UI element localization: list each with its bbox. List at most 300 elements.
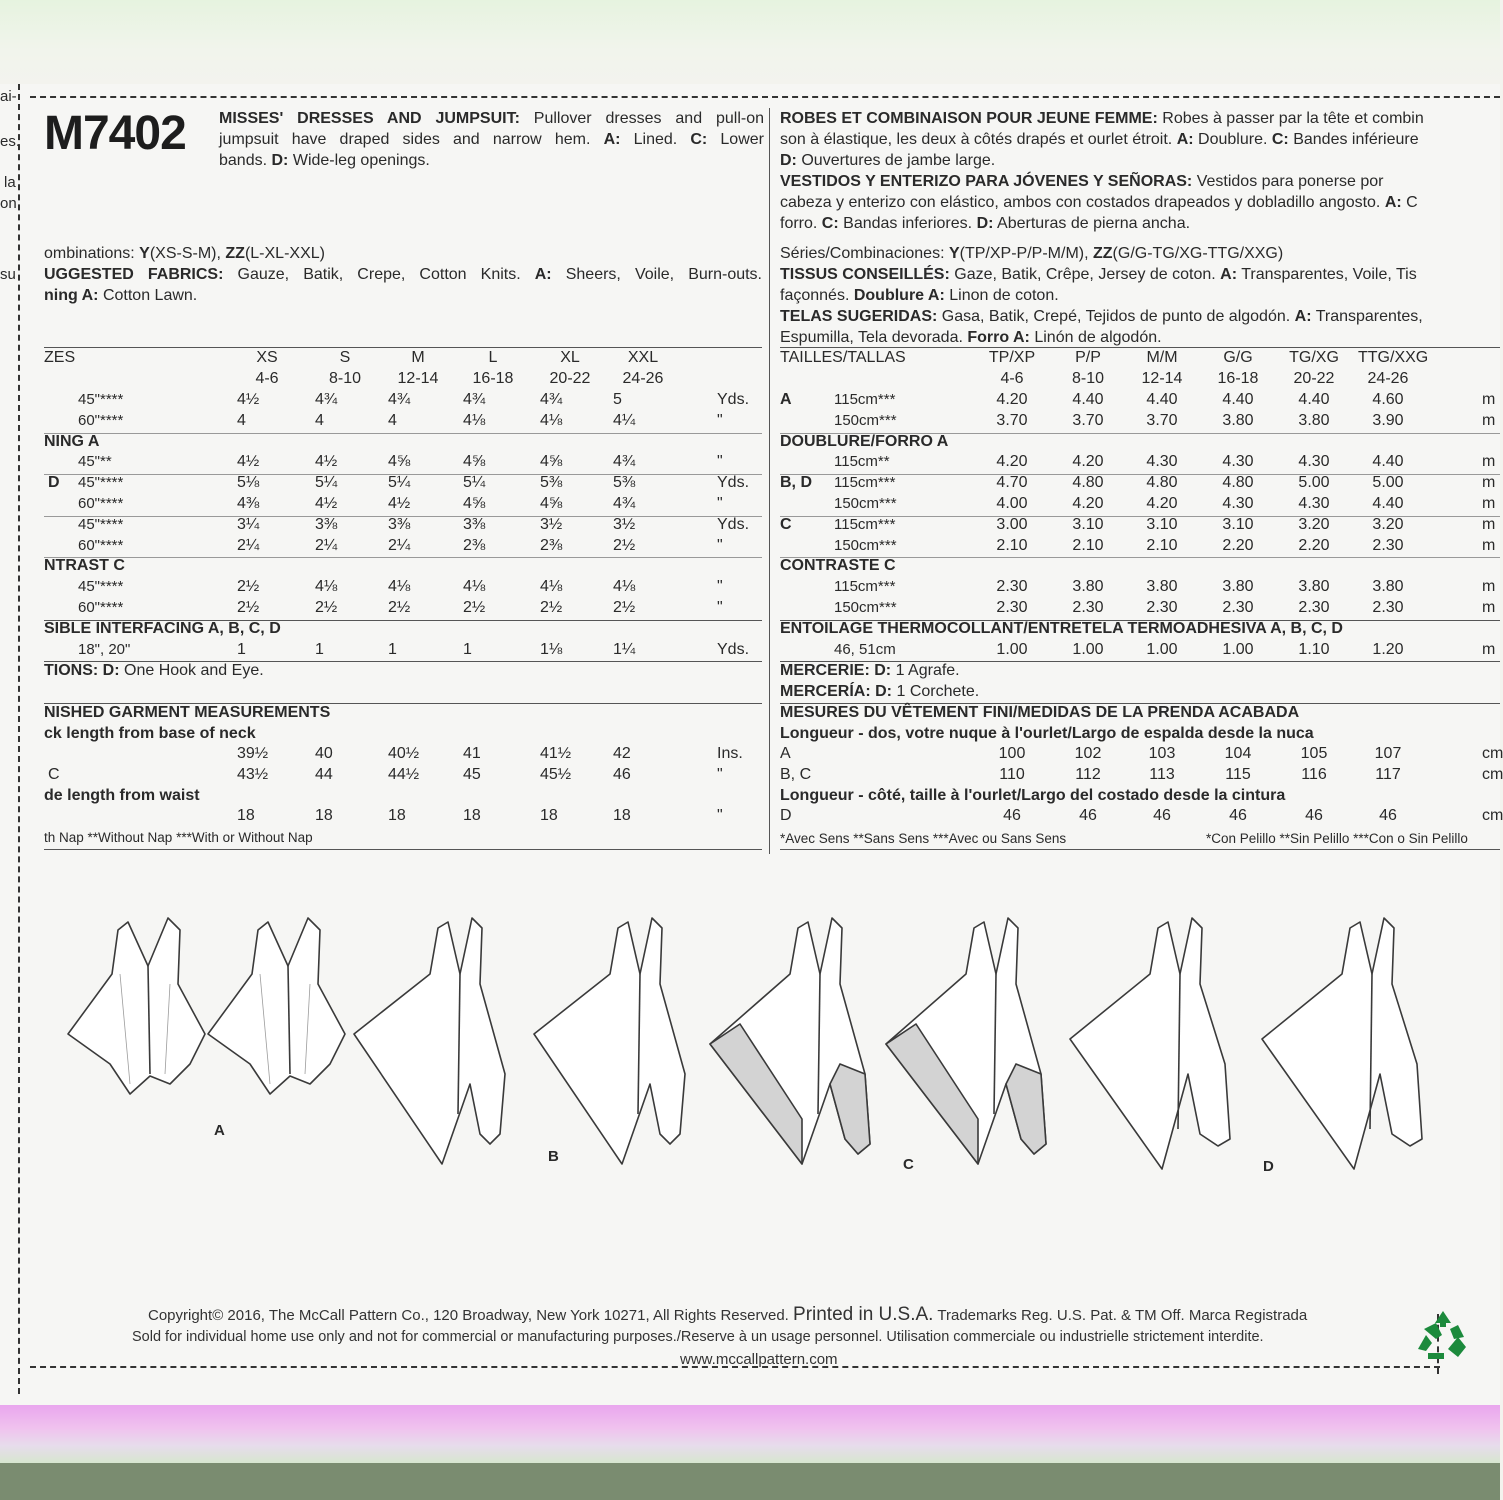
right-size-5: TTG/XXG (1358, 349, 1429, 366)
left-size-num-0: 4-6 (255, 370, 279, 387)
combo-y: Y (139, 245, 150, 262)
right-cell-9-1: 3.80 (1072, 578, 1104, 595)
right-row-width-5: 150cm*** (834, 495, 897, 512)
right-row-rule-8 (780, 557, 1500, 558)
left-side_rows-cell-0-5: 18 (613, 807, 631, 824)
r-fabrics-es-a-text: Transparentes, (1315, 308, 1423, 325)
right-cell-0-1: 4.40 (1072, 391, 1104, 408)
right-cell-3-3: 4.30 (1222, 453, 1254, 470)
left-cell-12-3: 1 (463, 641, 472, 658)
left-cell-9-5: 4⅛ (613, 578, 636, 595)
left-row-unit-10: " (717, 599, 723, 616)
right-cell-4-1: 4.80 (1072, 474, 1104, 491)
right-back_rows-cell-0-4: 105 (1300, 745, 1328, 762)
combo-zz: ZZ (225, 245, 245, 262)
right-desc-es-a: A: (1384, 194, 1402, 211)
right-back_rows-label-1: B, C (780, 766, 812, 783)
right-back_rows-cell-0-0: 100 (998, 745, 1026, 762)
left-back_rows-cell-1-2: 44½ (388, 766, 420, 783)
fabrics-a: A: (534, 266, 552, 283)
left-cell-5-5: 4¾ (613, 495, 636, 512)
right-back_rows-unit-0: cm (1482, 745, 1503, 762)
right-desc-es2: cabeza y enterizo con elástico, ambos con costados drapeados y dobladillo angosto. (780, 194, 1381, 211)
edge-text-4: on (0, 195, 17, 212)
left-desc-3: bands. (219, 152, 268, 169)
left-cell-10-0: 2½ (237, 599, 260, 616)
fabrics-text: Gauze, Batik, Crepe, Cotton Knits. (237, 266, 521, 283)
right-cell-12-4: 1.10 (1298, 641, 1330, 658)
right-cell-4-5: 5.00 (1372, 474, 1404, 491)
right-desc-fr-a-text: Doublure. (1198, 131, 1268, 148)
left-cell-7-4: 2⅜ (540, 537, 563, 554)
right-back_rows-cell-1-3: 115 (1225, 766, 1251, 783)
left-size-num-5: 24-26 (622, 370, 664, 387)
right-back_rows-cell-1-4: 116 (1301, 766, 1327, 783)
right-cell-7-2: 2.10 (1146, 537, 1178, 554)
right-cell-6-1: 3.10 (1072, 516, 1104, 533)
footer-line-1 (148, 1304, 1307, 1326)
right-back_rows-cell-1-5: 117 (1375, 766, 1401, 783)
left-cell-4-3: 5¼ (463, 474, 486, 491)
r-fabrics-doublure-text: Linon de coton. (949, 287, 1059, 304)
right-cell-10-2: 2.30 (1146, 599, 1178, 616)
left-row-label-11: SIBLE INTERFACING A, B, C, D (44, 620, 281, 637)
right-row-rule-6 (780, 516, 1500, 517)
right-measure-title: MESURES DU VÊTEMENT FINI/MEDIDAS DE LA PRENDA ACABADA (780, 704, 1300, 721)
left-size-num-2: 12-14 (397, 370, 439, 387)
right-cell-10-1: 2.30 (1072, 599, 1104, 616)
view-b-front-drawing (354, 918, 505, 1164)
left-side_rows-cell-0-0: 18 (237, 807, 255, 824)
view-a-back-drawing (208, 918, 345, 1094)
right-cell-12-1: 1.00 (1072, 641, 1104, 658)
right-title-es: VESTIDOS Y ENTERIZO PARA JÓVENES Y SEÑORAS: (780, 173, 1193, 190)
right-cell-9-0: 2.30 (996, 578, 1028, 595)
left-row-width-1: 60"**** (78, 412, 124, 429)
right-cell-4-4: 5.00 (1298, 474, 1330, 491)
left-cell-10-2: 2½ (388, 599, 411, 616)
left-cell-3-1: 4½ (315, 453, 338, 470)
right-merceria (780, 682, 979, 702)
r-fabrics-forro-text: Linón de algodón. (1034, 329, 1162, 346)
left-cell-9-2: 4⅛ (388, 578, 411, 595)
left-row-rule-2 (44, 433, 762, 434)
left-back_rows-label-1: C (48, 766, 60, 783)
left-cell-0-5: 5 (613, 391, 622, 408)
right-cell-1-1: 3.70 (1072, 412, 1104, 429)
left-row-width-10: 60"**** (78, 599, 124, 616)
left-sizes-label: ZES (44, 349, 76, 366)
left-back_rows-cell-1-0: 43½ (237, 766, 269, 783)
right-cell-1-0: 3.70 (996, 412, 1028, 429)
right-row-unit-10: m (1482, 599, 1496, 616)
left-row-unit-5: " (717, 495, 723, 512)
left-size-0: XS (256, 349, 278, 366)
right-size-num-0: 4-6 (1000, 370, 1024, 387)
left-nap-note: th Nap **Without Nap ***With or Without Nap (44, 830, 313, 845)
right-back_rows-cell-0-2: 103 (1148, 745, 1176, 762)
left-cell-1-4: 4⅛ (540, 412, 563, 429)
left-cell-5-1: 4½ (315, 495, 338, 512)
left-side_rows-cell-0-2: 18 (388, 807, 406, 824)
r-combo-y-sizes: (TP/XP-P/P-M/M), (959, 245, 1089, 262)
left-cell-5-3: 4⅝ (463, 495, 486, 512)
right-row-label-2: DOUBLURE/FORRO A (780, 433, 949, 450)
left-back_rows-cell-0-0: 39½ (237, 745, 269, 762)
left-section-rule-3 (44, 849, 762, 850)
left-cell-6-0: 3¼ (237, 516, 260, 533)
view-label-b: B (548, 1148, 559, 1165)
footer-sold: Sold for individual home use only and not for commercial or manufacturing purposes./Reserve à un usage personnel. Utilisation commerciale ou industrielle strictement interdite. (132, 1329, 1264, 1345)
left-row-unit-3: " (717, 453, 723, 470)
left-cell-7-0: 2¼ (237, 537, 260, 554)
copyright: Copyright© 2016, The McCall Pattern Co., 120 Broadway, New York 10271, All Rights Reserved. (148, 1307, 789, 1324)
left-row-width-3: 45"** (78, 453, 112, 470)
right-mercerie (780, 661, 960, 681)
left-row-unit-0: Yds. (717, 391, 750, 408)
left-cell-7-2: 2¼ (388, 537, 411, 554)
right-cell-7-3: 2.20 (1222, 537, 1254, 554)
right-nap-note-fr: *Avec Sens **Sans Sens ***Avec ou Sans Sens (780, 831, 1067, 846)
left-back_rows-cell-1-5: 46 (613, 766, 631, 783)
fabrics-a-text: Sheers, Voile, Burn-outs. (565, 266, 762, 283)
right-side_rows-cell-0-5: 46 (1379, 807, 1397, 824)
bottom-pink-band (0, 1405, 1500, 1463)
left-side_rows-cell-0-1: 18 (315, 807, 333, 824)
edge-text-5: su (0, 266, 16, 283)
right-cell-12-5: 1.20 (1372, 641, 1404, 658)
left-cell-6-4: 3½ (540, 516, 563, 533)
mercerie-label: MERCERIE: (780, 662, 870, 679)
right-side_rows-cell-0-4: 46 (1305, 807, 1323, 824)
top-band (0, 0, 1500, 84)
right-size-num-2: 12-14 (1141, 370, 1183, 387)
left-cell-7-5: 2½ (613, 537, 636, 554)
right-cell-10-5: 2.30 (1372, 599, 1404, 616)
right-cell-3-5: 4.40 (1372, 453, 1404, 470)
notions-label: TIONS: (44, 662, 99, 679)
right-cell-7-1: 2.10 (1072, 537, 1104, 554)
combo-y-sizes: (XS-S-M), (149, 245, 221, 262)
right-row-unit-9: m (1482, 578, 1496, 595)
right-cell-1-2: 3.70 (1146, 412, 1178, 429)
left-row-unit-7: " (717, 537, 723, 554)
right-desc-fr-c-text: Bandes inférieure (1293, 131, 1419, 148)
left-cell-4-1: 5¼ (315, 474, 338, 491)
right-cell-6-4: 3.20 (1298, 516, 1330, 533)
right-desc-es-d-text: Aberturas de pierna ancha. (997, 215, 1191, 232)
right-cell-1-3: 3.80 (1222, 412, 1254, 429)
right-row-width-0: 115cm*** (834, 391, 896, 408)
right-row-unit-4: m (1482, 474, 1496, 491)
edge-text-1: ai- (0, 88, 17, 105)
right-cell-10-0: 2.30 (996, 599, 1028, 616)
top-cut-line (30, 96, 1500, 98)
right-side_rows-label-0: D (780, 807, 792, 824)
right-desc-es3: forro. (780, 215, 818, 232)
lining-label: ning A: (44, 287, 99, 304)
right-side_rows-cell-0-3: 46 (1229, 807, 1247, 824)
right-section-rule-0 (780, 620, 1500, 621)
right-cell-9-3: 3.80 (1222, 578, 1254, 595)
left-cell-12-0: 1 (237, 641, 246, 658)
right-row-unit-3: m (1482, 453, 1496, 470)
view-d-front-drawing (1070, 918, 1230, 1169)
left-cell-10-3: 2½ (463, 599, 486, 616)
merceria-d: D: (875, 683, 893, 700)
left-cell-6-5: 3½ (613, 516, 636, 533)
merceria-label: MERCERÍA: (780, 683, 871, 700)
right-cell-5-5: 4.40 (1372, 495, 1404, 512)
left-desc-a: A: (603, 131, 621, 148)
left-back_rows-cell-1-4: 45½ (540, 766, 572, 783)
left-cell-4-5: 5⅜ (613, 474, 636, 491)
left-cell-3-5: 4¾ (613, 453, 636, 470)
left-size-num-4: 20-22 (549, 370, 591, 387)
left-back_rows-cell-0-3: 41 (463, 745, 481, 762)
left-cell-9-0: 2½ (237, 578, 260, 595)
right-desc-fr-d-text: Ouvertures de jambe large. (801, 152, 996, 169)
left-section-rule-0 (44, 620, 762, 621)
r-fabrics-fr2: façonnés. (780, 287, 850, 304)
right-row-width-7: 150cm*** (834, 537, 897, 554)
left-row-label-2: NING A (44, 433, 100, 450)
left-cell-1-0: 4 (237, 412, 246, 429)
left-row-unit-12: Yds. (717, 641, 750, 658)
left-back-length: ck length from base of neck (44, 725, 256, 742)
right-row-label-6: C (780, 516, 792, 533)
r-fabrics-es-text: Gasa, Batik, Crepé, Tejidos de punto de algodón. (941, 308, 1291, 325)
left-cell-12-5: 1¼ (613, 641, 636, 658)
right-cell-9-4: 3.80 (1298, 578, 1330, 595)
view-b-back-drawing (534, 918, 685, 1164)
left-row-width-0: 45"**** (78, 391, 124, 408)
right-desc-es-d: D: (976, 215, 994, 232)
left-cell-5-0: 4⅜ (237, 495, 260, 512)
right-row-width-10: 150cm*** (834, 599, 897, 616)
left-cell-10-4: 2½ (540, 599, 563, 616)
left-side_rows-unit-0: " (717, 807, 723, 824)
right-row-rule-4 (780, 474, 1500, 475)
combo-zz-sizes: (L-XL-XXL) (244, 245, 325, 262)
view-d-back-drawing (1262, 918, 1422, 1169)
r-combo-zz-sizes: (G/G-TG/XG-TTG/XXG) (1112, 245, 1284, 262)
left-cell-10-1: 2½ (315, 599, 338, 616)
view-c-front-drawing (710, 918, 870, 1164)
right-row-label-4: B, D (780, 474, 812, 491)
recycle-icon (1414, 1309, 1472, 1361)
right-row-rule-2 (780, 433, 1500, 434)
left-cell-12-1: 1 (315, 641, 324, 658)
right-fabrics-fr (780, 265, 1417, 285)
right-cell-9-2: 3.80 (1146, 578, 1178, 595)
right-cell-9-5: 3.80 (1372, 578, 1404, 595)
left-back_rows-cell-1-3: 45 (463, 766, 481, 783)
left-row-unit-4: Yds. (717, 474, 750, 491)
left-desc-1: Pullover dresses and pull-on (533, 110, 764, 127)
right-cell-6-3: 3.10 (1222, 516, 1254, 533)
left-table-top-rule (44, 347, 762, 348)
left-cell-1-5: 4¼ (613, 412, 636, 429)
right-nap-note-es: *Con Pelillo **Sin Pelillo ***Con o Sin Pelillo (1206, 831, 1468, 846)
right-cell-3-0: 4.20 (996, 453, 1028, 470)
left-row-width-9: 45"**** (78, 578, 124, 595)
view-a-front-drawing (68, 918, 205, 1094)
right-cell-1-4: 3.80 (1298, 412, 1330, 429)
right-row-unit-7: m (1482, 537, 1496, 554)
left-notions (44, 661, 264, 681)
view-label-a: A (214, 1122, 225, 1139)
notions-d: D: (102, 662, 120, 679)
left-cell-4-4: 5⅜ (540, 474, 563, 491)
left-back_rows-cell-0-2: 40½ (388, 745, 420, 762)
printed-in: Printed in U.S.A. (793, 1304, 934, 1325)
left-back_rows-cell-0-5: 42 (613, 745, 631, 762)
right-row-width-12: 46, 51cm (834, 641, 896, 658)
right-cell-1-5: 3.90 (1372, 412, 1404, 429)
left-cell-9-4: 4⅛ (540, 578, 563, 595)
left-cell-4-0: 5⅛ (237, 474, 260, 491)
r-fabrics-forro: Forro A: (967, 329, 1030, 346)
right-desc-fr-d: D: (780, 152, 797, 169)
left-lining (44, 286, 197, 306)
right-row-label-0: A (780, 391, 792, 408)
left-row-unit-6: Yds. (717, 516, 750, 533)
left-cell-4-2: 5¼ (388, 474, 411, 491)
right-cell-3-2: 4.30 (1146, 453, 1178, 470)
left-desc-2: jumpsuit have draped sides and narrow hem. (219, 131, 591, 148)
left-cell-6-3: 3⅜ (463, 516, 486, 533)
right-side_rows-cell-0-1: 46 (1079, 807, 1097, 824)
right-size-num-4: 20-22 (1293, 370, 1335, 387)
right-description (780, 108, 1500, 234)
right-cell-6-5: 3.20 (1372, 516, 1404, 533)
r-fabrics-fr-label: TISSUS CONSEILLÉS: (780, 266, 950, 283)
bottom-dark-band (0, 1463, 1500, 1500)
right-cell-10-3: 2.30 (1222, 599, 1254, 616)
left-description (219, 108, 764, 171)
right-desc-es1: Vestidos para ponerse por (1196, 173, 1384, 190)
merceria-text: 1 Corchete. (896, 683, 980, 700)
right-cell-5-0: 4.00 (996, 495, 1028, 512)
pattern-envelope-back (0, 84, 1503, 1406)
left-side_rows-cell-0-3: 18 (463, 807, 481, 824)
edge-text-3: la (4, 174, 16, 191)
right-cell-6-2: 3.10 (1146, 516, 1178, 533)
right-section-rule-3 (780, 849, 1500, 850)
r-fabrics-fr-a: A: (1220, 266, 1238, 283)
left-size-1: S (339, 349, 351, 366)
right-size-3: G/G (1223, 349, 1253, 366)
right-cell-0-0: 4.20 (996, 391, 1028, 408)
right-table-top-rule (780, 347, 1500, 348)
right-cell-12-2: 1.00 (1146, 641, 1178, 658)
right-back_rows-cell-0-3: 104 (1224, 745, 1252, 762)
right-side_rows-cell-0-0: 46 (1003, 807, 1021, 824)
right-cell-12-3: 1.00 (1222, 641, 1254, 658)
right-side-length: Longueur - côté, taille à l'ourlet/Largo del costado desde la cintura (780, 787, 1286, 804)
left-size-4: XL (560, 349, 580, 366)
r-fabrics-es-label: TELAS SUGERIDAS: (780, 308, 938, 325)
left-cell-6-1: 3⅜ (315, 516, 338, 533)
right-cell-7-0: 2.10 (996, 537, 1028, 554)
right-cell-0-5: 4.60 (1372, 391, 1404, 408)
right-row-width-1: 150cm*** (834, 412, 897, 429)
fabrics-label: UGGESTED FABRICS: (44, 266, 224, 283)
left-cell-12-2: 1 (388, 641, 397, 658)
right-cell-12-0: 1.00 (996, 641, 1028, 658)
left-side_rows-cell-0-4: 18 (540, 807, 558, 824)
right-cell-7-5: 2.30 (1372, 537, 1404, 554)
right-title-fr: ROBES ET COMBINAISON POUR JEUNE FEMME: (780, 110, 1158, 127)
left-back_rows-unit-0: Ins. (717, 745, 743, 762)
left-cell-10-5: 2½ (613, 599, 636, 616)
left-cell-3-0: 4½ (237, 453, 260, 470)
right-back_rows-cell-0-1: 102 (1074, 745, 1102, 762)
left-row-width-5: 60"**** (78, 495, 124, 512)
left-cell-12-4: 1⅛ (540, 641, 563, 658)
right-size-num-3: 16-18 (1217, 370, 1259, 387)
r-fabrics-fr-text: Gaze, Batik, Crêpe, Jersey de coton. (954, 266, 1216, 283)
right-row-width-9: 115cm*** (834, 578, 896, 595)
right-combinations (780, 244, 1283, 264)
center-divider (769, 108, 770, 854)
right-cell-10-4: 2.30 (1298, 599, 1330, 616)
left-cell-3-3: 4⅝ (463, 453, 486, 470)
r-combo-y: Y (948, 245, 960, 262)
right-cell-4-3: 4.80 (1222, 474, 1254, 491)
left-cell-0-4: 4¾ (540, 391, 563, 408)
right-fabrics-es (780, 307, 1423, 327)
right-cell-0-3: 4.40 (1222, 391, 1254, 408)
left-size-num-1: 8-10 (328, 370, 362, 387)
r-fabrics-es2: Espumilla, Tela devorada. (780, 329, 963, 346)
right-cell-5-3: 4.30 (1222, 495, 1254, 512)
left-size-num-3: 16-18 (472, 370, 514, 387)
right-row-label-11: ENTOILAGE THERMOCOLLANT/ENTRETELA TERMOADHESIVA A, B, C, D (780, 620, 1343, 637)
right-back_rows-label-0: A (780, 745, 791, 762)
left-cell-5-4: 4⅝ (540, 495, 563, 512)
right-cell-3-1: 4.20 (1072, 453, 1104, 470)
left-cell-0-1: 4¾ (315, 391, 338, 408)
left-row-label-4: D (48, 474, 60, 491)
right-row-unit-12: m (1482, 641, 1496, 658)
right-desc-fr2: son à élastique, les deux à côtés drapés et ourlet étroit. (780, 131, 1173, 148)
right-desc-es-c-text: Bandas inferiores. (843, 215, 973, 232)
r-fabrics-es-a: A: (1294, 308, 1312, 325)
left-size-2: M (411, 349, 425, 366)
left-row-label-8: NTRAST C (44, 557, 125, 574)
right-cell-7-4: 2.20 (1298, 537, 1330, 554)
left-desc-c-text: Lower (720, 131, 764, 148)
right-row-width-6: 115cm*** (834, 516, 896, 533)
combo-label: ombinations: (44, 245, 135, 262)
right-side_rows-cell-0-2: 46 (1153, 807, 1171, 824)
right-row-unit-6: m (1482, 516, 1496, 533)
left-cell-1-3: 4⅛ (463, 412, 486, 429)
left-cell-7-3: 2⅜ (463, 537, 486, 554)
left-cell-0-0: 4½ (237, 391, 260, 408)
view-c-back-drawing (886, 918, 1046, 1164)
left-back_rows-cell-0-4: 41½ (540, 745, 572, 762)
left-desc-c: C: (690, 131, 708, 148)
left-row-rule-4 (44, 474, 762, 475)
right-size-num-1: 8-10 (1071, 370, 1105, 387)
right-size-4: TG/XG (1289, 349, 1339, 366)
left-combinations (44, 244, 325, 264)
left-cell-9-1: 4⅛ (315, 578, 338, 595)
left-cell-0-3: 4¾ (463, 391, 486, 408)
